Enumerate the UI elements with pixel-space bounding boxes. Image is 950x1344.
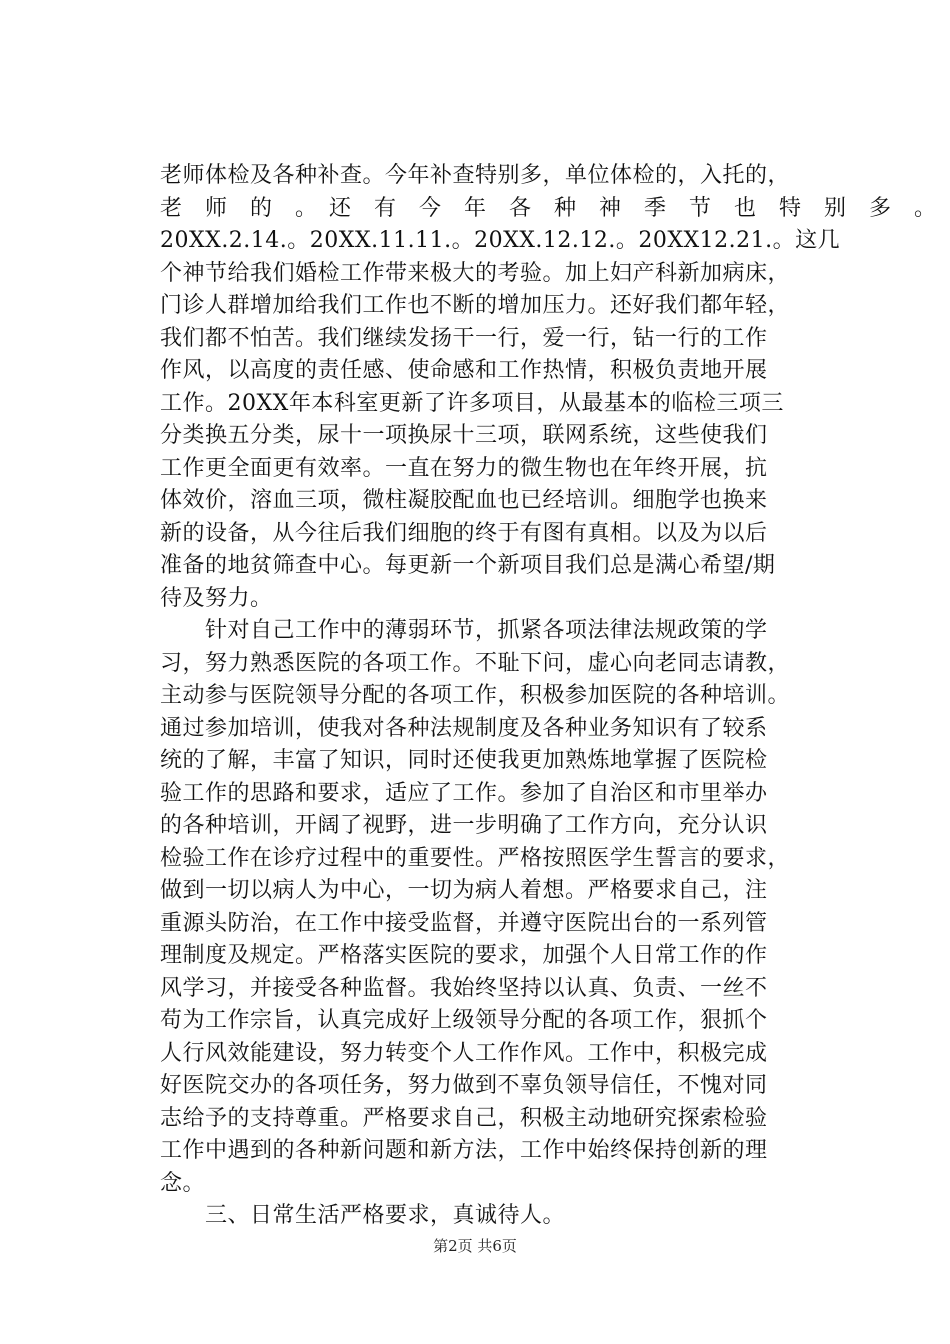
text-line: 主动参与医院领导分配的各项工作，积极参加医院的各种培训。	[160, 683, 791, 708]
text-line: 验工作的思路和要求，适应了工作。参加了自治区和市里举办	[160, 780, 768, 806]
text-line: 门诊人群增加给我们工作也不断的增加压力。还好我们都年轻，	[160, 293, 791, 318]
text-line: 念。	[160, 1170, 206, 1196]
text-line: 统的了解，丰富了知识，同时还使我更加熟炼地掌握了医院检	[160, 748, 768, 773]
text-line: 20XX.2.14.。20XX.11.11.。20XX.12.12.。20XX12.21.。这几	[160, 228, 841, 253]
text-line: 老 师 的 。 还 有 今 年 各 种 神 季 节 也 特 别 多 。	[160, 195, 937, 221]
text-line: 工作。20XX年本科室更新了许多项目，从最基本的临检三项三	[160, 390, 784, 416]
text-line: 准备的地贫筛查中心。每更新一个新项目我们总是满心希望/期	[160, 553, 776, 578]
text-line: 体效价，溶血三项，微柱凝胶配血也已经培训。细胞学也换来	[160, 488, 768, 513]
section-heading-line: 三、日常生活严格要求，真诚待人。	[160, 1203, 566, 1228]
text-line: 风学习，并接受各种监督。我始终坚持以认真、负责、一丝不	[160, 975, 768, 1001]
document-body	[160, 160, 937, 1233]
text-line: 做到一切以病人为中心，一切为病人着想。严格要求自己，注	[160, 878, 768, 903]
text-line: 志给予的支持尊重。严格要求自己，积极主动地研究探索检验	[160, 1105, 768, 1131]
paragraph-start-line: 针对自己工作中的薄弱环节，抓紧各项法律法规政策的学	[160, 618, 768, 643]
text-line: 作风，以高度的责任感、使命感和工作热情，积极负责地开展	[160, 358, 768, 383]
text-line: 待及努力。	[160, 585, 273, 611]
text-line: 老师体检及各种补查。今年补查特别多，单位体检的，入托的，	[160, 163, 791, 188]
text-line: 工作更全面更有效率。一直在努力的微生物也在年终开展，抗	[160, 455, 768, 481]
text-line: 人行风效能建设，努力转变个人工作作风。工作中，积极完成	[160, 1040, 768, 1066]
text-line: 的各种培训，开阔了视野，进一步明确了工作方向，充分认识	[160, 813, 768, 838]
text-line: 通过参加培训，使我对各种法规制度及各种业务知识有了较系	[160, 715, 768, 741]
text-line: 工作中遇到的各种新问题和新方法，工作中始终保持创新的理	[160, 1138, 768, 1163]
text-line: 习，努力熟悉医院的各项工作。不耻下问，虚心向老同志请教，	[160, 650, 791, 676]
text-line: 检验工作在诊疗过程中的重要性。严格按照医学生誓言的要求，	[160, 845, 791, 871]
text-line: 好医院交办的各项任务，努力做到不辜负领导信任，不愧对同	[160, 1073, 768, 1098]
text-line: 理制度及规定。严格落实医院的要求，加强个人日常工作的作	[160, 943, 768, 968]
text-line: 重源头防治，在工作中接受监督，并遵守医院出台的一系列管	[160, 910, 768, 936]
text-line: 我们都不怕苦。我们继续发扬干一行，爱一行，钻一行的工作	[160, 325, 768, 351]
text-line: 分类换五分类，尿十一项换尿十三项，联网系统，这些使我们	[160, 423, 768, 448]
page-number-footer: 第2页 共6页	[433, 1237, 517, 1255]
text-line: 苟为工作宗旨，认真完成好上级领导分配的各项工作，狠抓个	[160, 1008, 768, 1033]
text-line: 新的设备，从今往后我们细胞的终于有图有真相。以及为以后	[160, 520, 768, 546]
text-line: 个神节给我们婚检工作带来极大的考验。加上妇产科新加病床，	[160, 260, 791, 286]
